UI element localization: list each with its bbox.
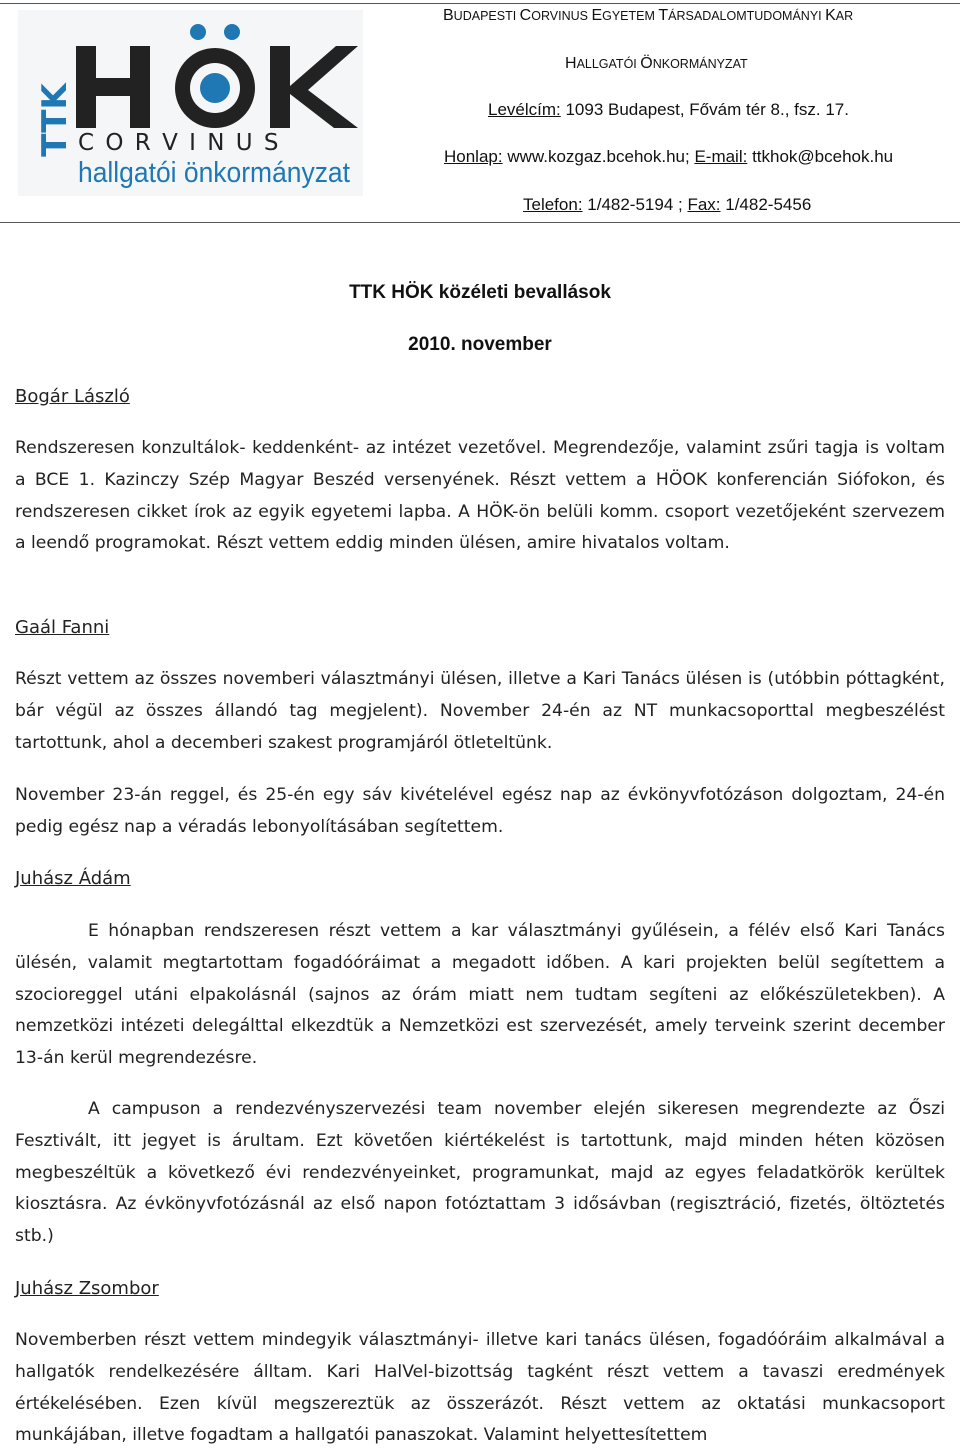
email-link[interactable]: ttkhok@bcehok.hu <box>747 147 894 166</box>
header-top-rule <box>0 3 960 4</box>
email-label: E-mail: <box>694 147 748 166</box>
logo-letter-o-target <box>175 24 255 128</box>
org-name-line-2: HALLGATÓI ÖNKORMÁNYZAT <box>565 55 748 72</box>
member-report-paragraph: November 23-án reggel, és 25-én egy sáv kivételével egész nap az évkönyvfotózáson dolgoztam, 24-én pedig egész nap a véradás lebonyolításában segítettem. <box>15 785 945 837</box>
logo-letter-h <box>76 46 150 128</box>
logo-corvinus-text: C O R V I N U S <box>78 130 281 156</box>
member-name: Bogár László <box>15 386 130 407</box>
member-report-paragraph: Részt vettem az összes novemberi választmányi ülésen, illetve a Kari Tanács ülésen is (utóbbin póttagként, bár végül az összes állandó tag megjelent). November 24-én az NT munkacsoporttal megbeszélést tartottunk, ahol a decemberi szakest programjáról ötleteltünk. <box>15 669 945 753</box>
address-line <box>488 100 849 120</box>
address-value: 1093 Budapest, Fővám tér 8., fsz. 17. <box>560 100 849 119</box>
phone-label: Telefon: <box>523 195 583 214</box>
homepage-label: Honlap: <box>444 147 503 166</box>
member-report-paragraph: E hónapban rendszeresen részt vettem a kar választmányi gyűlésein, a félév első Kari Tanács ülésén, valamit megtartottam fogadóóráimat a megadott időben. A kari projekten belül segítettem a szocioreggel utáni elpakolásnál (sajnos az órám miatt nem tudtam segíteni az előkészületekben). A nemzetközi intézeti delegálttal elkezdtük a Nemzetközi est szervezését, amely terveink szerint december 13-án kerül megrendezésre. <box>15 921 945 1069</box>
logo-ttk-text: TTK <box>35 83 75 157</box>
phone-value: 1/482-5194 ; <box>582 195 688 214</box>
member-name: Juhász Ádám <box>15 868 131 889</box>
fax-label: Fax: <box>687 195 721 214</box>
ttk-hok-corvinus-logo <box>18 10 363 196</box>
phone-line <box>523 195 811 215</box>
homepage-link[interactable]: www.kozgaz.bcehok.hu; <box>502 147 695 166</box>
letterhead <box>0 0 960 224</box>
report-date: 2010. november <box>408 334 552 355</box>
fax-value: 1/482-5456 <box>720 195 812 214</box>
org-name-line-1: BUDAPESTI CORVINUS EGYETEM TÁRSADALOMTUDOMÁNYI KAR <box>443 7 854 24</box>
member-report-paragraph: Novemberben részt vettem mindegyik választmányi- illetve kari tanács ülésen, fogadóóráim alkalmával a hallgatók rendelkezésére álltam. Kari HalVel-bizottság tagként részt vettem a tavaszi eredmények értékelésében. Ezen kívül megszereztük az összerázót. Részt vettem az oktatási munkacsoport munkájában, illetve fogadtam a hallgatói panaszokat. Valamint helyettesítettem <box>15 1330 945 1446</box>
member-name: Juhász Zsombor <box>15 1278 159 1299</box>
header-bottom-rule <box>0 222 960 223</box>
address-label: Levélcím: <box>488 100 561 119</box>
logo-tagline-text: hallgatói önkormányzat <box>78 157 350 189</box>
logo-letter-k <box>270 46 358 128</box>
member-name: Gaál Fanni <box>15 617 110 638</box>
member-report-paragraph: A campuson a rendezvényszervezési team november elején sikeresen megrendezte az Őszi Fesztivált, itt jegyet is árultam. Ezt követően kiértékelést is tartottunk, majd minden héten közösen megbeszéltük a következő évi rendezvényeinket, programunkat, majd az egyes feladatkörök kerültek kiosztásra. Az évkönyvfotózásnál az első napon fotóztattam 3 idősávban (regisztráció, fizetés, öltöztetés stb.) <box>15 1099 945 1247</box>
contact-line <box>444 147 893 167</box>
page-title: TTK HÖK közéleti bevallások <box>349 282 611 303</box>
member-report-paragraph: Rendszeresen konzultálok- keddenként- az intézet vezetővel. Megrendezője, valamint zsűri tagja is voltam a BCE 1. Kazinczy Szép Magyar Beszéd versenyének. Részt vettem a HÖOK konferencián Siófokon, és rendszeresen cikket írok az egyik egyetemi lapba. A HÖK-ön belüli komm. csoport vezetőjeként szervezem a leendő programokat. Részt vettem eddig minden ülésen, amire hivatalos voltam. <box>15 438 945 554</box>
